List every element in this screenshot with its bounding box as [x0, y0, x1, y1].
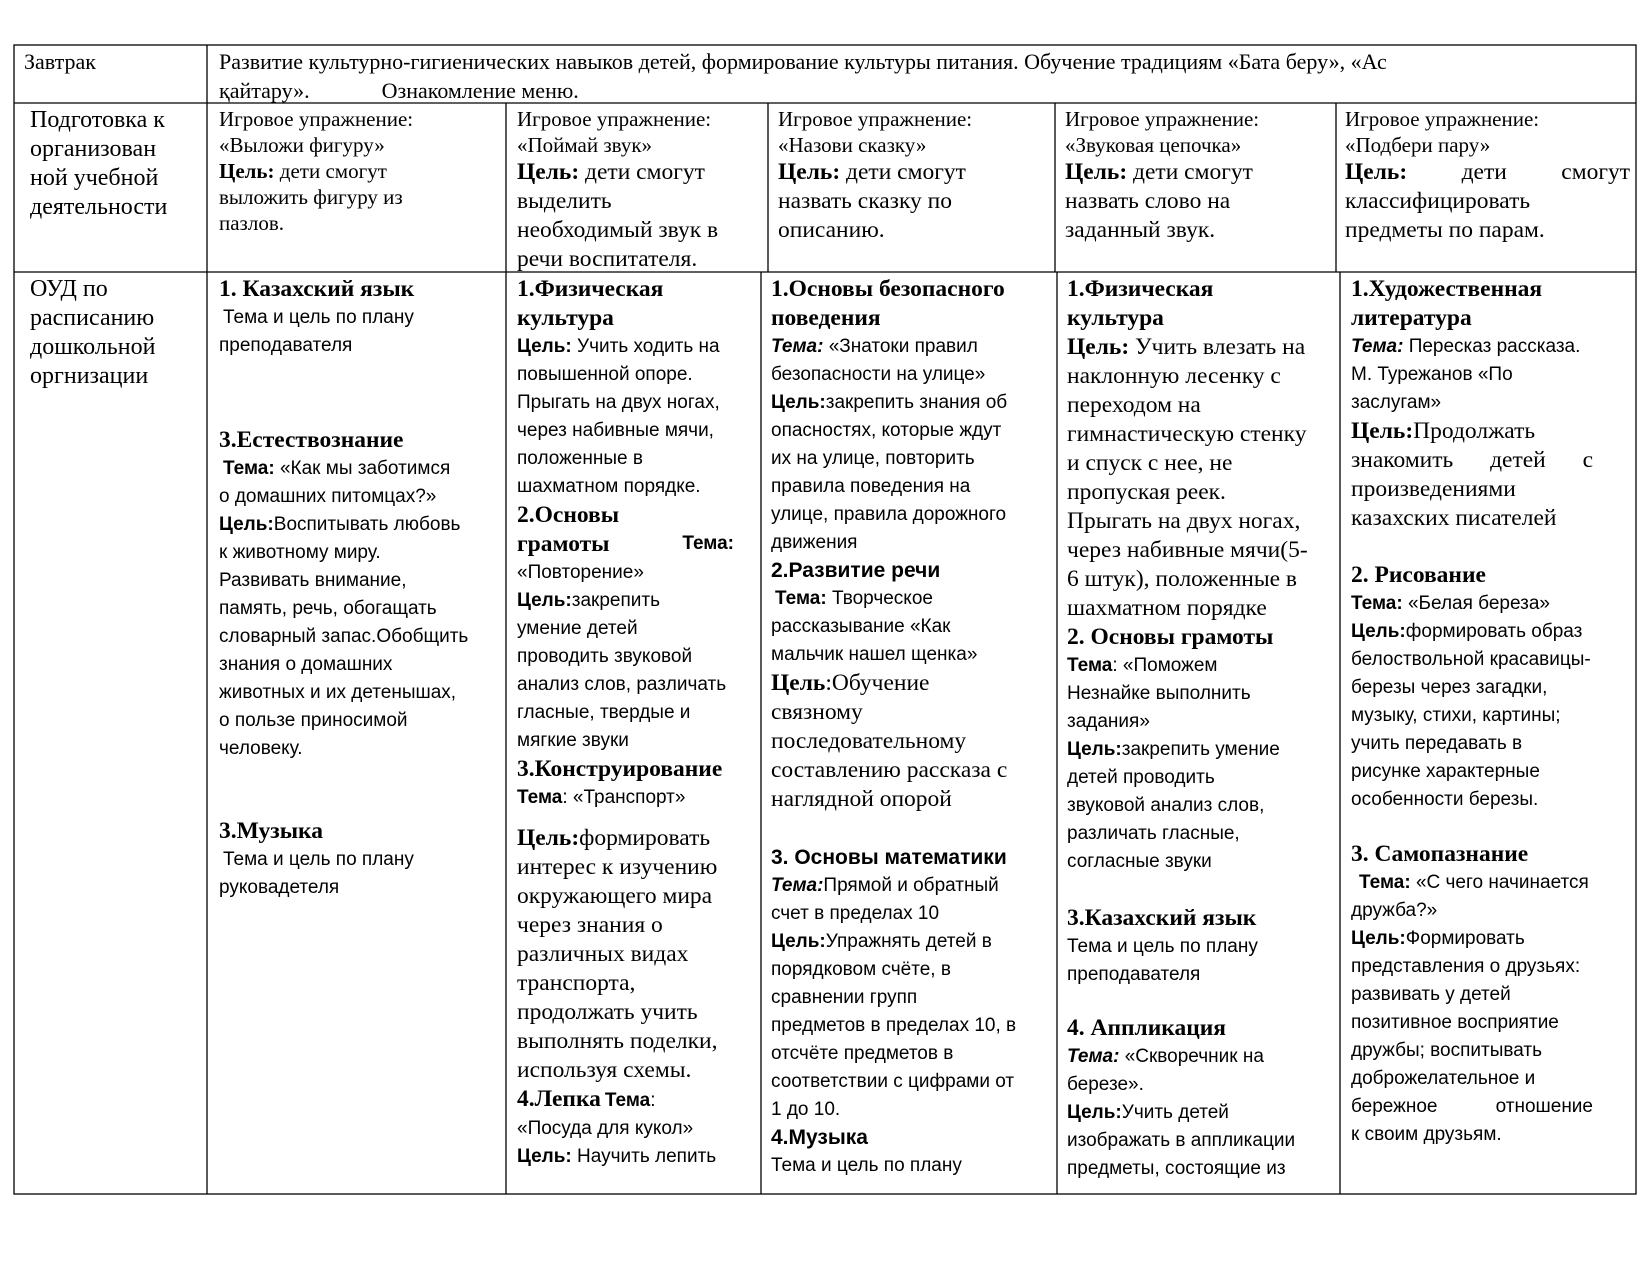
theme-text: заслугам»	[1351, 392, 1442, 413]
goal-text: используя схемы.	[517, 1057, 692, 1083]
breakfast-line: Развитие культурно-гигиенических навыков детей, формирование культуры питания. Обучение традициям «Бата беру», «Ас	[219, 49, 1387, 74]
goal-text: переходом на	[1067, 392, 1201, 418]
goal-label: Цель:	[517, 159, 580, 185]
goal-text: правила поведения на	[771, 476, 971, 497]
breakfast-line-a: қайтару».	[219, 78, 310, 103]
goal-text: анализ слов, различать	[517, 674, 727, 695]
subject-title: 1. Казахский язык	[219, 276, 415, 302]
goal-text: память, речь, обогащать	[219, 598, 437, 619]
breakfast-line	[219, 76, 1631, 105]
breakfast-line-b: Ознакомление меню.	[381, 78, 579, 103]
theme-text: «Белая береза»	[1407, 593, 1550, 614]
game-goal	[778, 158, 1052, 187]
subject-title: 4.Лепка	[517, 1086, 601, 1112]
goal-label: Цель:	[517, 590, 572, 611]
goal-text: опасностях, которые ждут	[771, 420, 1002, 441]
goal-text: шахматном порядке.	[517, 476, 701, 497]
row-label-line: дошкольной	[30, 334, 156, 360]
row-label-line: оргнизации	[30, 363, 149, 389]
goal-text: к своим друзьям.	[1351, 1124, 1502, 1145]
subject-title: 4. Аппликация	[1067, 1015, 1227, 1041]
goal-text: 6 штук), положенные в	[1067, 566, 1298, 592]
goal-text: формировать образ	[1405, 621, 1583, 642]
subject-title: 3. Основы математики	[771, 846, 1007, 869]
goal-text: согласные звуки	[1067, 851, 1212, 872]
subject-title-row	[517, 530, 760, 559]
goal-text: улице, правила дорожного	[771, 504, 1007, 525]
game-type: Игровое упражнение:	[219, 107, 414, 131]
goal-label: Цель:	[219, 514, 274, 535]
theme-text: Творческое	[831, 588, 933, 609]
row-label-line: деятельности	[30, 194, 168, 220]
goal-text: о пользе приносимой	[219, 710, 408, 731]
theme-label: Тема	[517, 787, 563, 808]
goal-text: пропуская реек.	[1067, 479, 1226, 505]
theme-label: Тема:	[1351, 336, 1404, 357]
subject-goal	[771, 669, 1055, 698]
goal-text: дети смогут	[585, 159, 705, 185]
theme-text: : «Транспорт»	[562, 787, 686, 808]
subject-theme	[1351, 590, 1593, 618]
goal-text: шахматном порядке	[1067, 595, 1267, 621]
goal-word: смогут	[1561, 159, 1630, 185]
goal-text: сравнении групп	[771, 987, 918, 1008]
goal-label: Цель	[771, 670, 826, 696]
goal-text: предметы, состоящие из	[1067, 1158, 1286, 1179]
subject-text: Тема и цель по плану	[1067, 936, 1258, 957]
goal-text: Воспитывать любовь	[273, 514, 461, 535]
subject-title: 3.Казахский язык	[1067, 905, 1257, 931]
goal-text: транспорта,	[517, 970, 636, 996]
goal-text: назвать слово на	[1065, 188, 1231, 214]
game-goal	[1345, 158, 1630, 187]
theme-label: Тема:	[223, 458, 275, 479]
goal-line-justified	[1351, 1093, 1593, 1121]
game-cell-2	[517, 106, 765, 274]
theme-text: березе».	[1067, 1074, 1144, 1095]
game-title: «Выложи фигуру»	[219, 133, 385, 157]
game-goal	[1065, 158, 1333, 187]
goal-text: описанию.	[778, 217, 885, 243]
goal-text: интерес к изучению	[517, 854, 718, 880]
subject-theme	[517, 784, 760, 812]
subject-text: преподавателя	[219, 335, 353, 356]
subject-title: 2. Рисование	[1351, 562, 1486, 588]
theme-text: задания»	[1067, 711, 1150, 732]
theme-text: рассказывание «Как	[771, 616, 951, 637]
theme-text: счет в пределах 10	[771, 903, 940, 924]
subject-title: 3.Естествознание	[219, 427, 404, 453]
theme-colon: :	[650, 1090, 656, 1111]
goal-label: Цель:	[771, 392, 826, 413]
subject-text: Тема и цель по плану	[223, 849, 414, 870]
row-breakfast-label	[24, 47, 204, 76]
goal-text: порядковом счёте, в	[771, 959, 951, 980]
subject-title: 2.Развитие речи	[771, 559, 941, 582]
theme-text: Пересказ рассказа.	[1408, 336, 1581, 357]
goal-text: предметов в пределах 10, в	[771, 1015, 1017, 1036]
game-title: «Подбери пару»	[1345, 133, 1491, 157]
goal-text: выложить фигуру из	[219, 185, 403, 209]
game-cell-3	[778, 106, 1052, 245]
goal-text: Развивать внимание,	[219, 570, 407, 591]
goal-label: Цель:	[771, 931, 826, 952]
goal-text: продолжать учить	[517, 999, 698, 1025]
goal-text: заданный звук.	[1065, 217, 1216, 243]
goal-word: бережное	[1351, 1096, 1438, 1117]
game-type: Игровое упражнение:	[517, 107, 712, 131]
subject-goal	[771, 389, 1055, 417]
subject-title: 3. Самопазнание	[1351, 841, 1529, 867]
goal-text: :Обучение	[825, 670, 930, 696]
row-label-text: Завтрак	[24, 49, 96, 74]
subject-goal	[1351, 618, 1593, 646]
subject-theme	[1351, 333, 1593, 361]
goal-text: умение детей	[517, 618, 638, 639]
goal-text: особенности березы.	[1351, 789, 1539, 810]
game-type: Игровое упражнение:	[1065, 107, 1260, 131]
goal-text: Учить ходить на	[577, 336, 720, 357]
goal-word: с	[1582, 447, 1593, 473]
row-label-line: ной учебной	[30, 165, 159, 191]
goal-label: Цель:	[1067, 334, 1130, 360]
goal-text: рисунке характерные	[1351, 761, 1540, 782]
goal-text: и спуск с нее, не	[1067, 450, 1233, 476]
theme-label: Тема	[604, 1090, 651, 1111]
row-schedule-label	[30, 275, 205, 391]
theme-text: «Как мы заботимся	[279, 458, 451, 479]
goal-label: Цель:	[778, 159, 841, 185]
goal-text: дружбы; воспитывать	[1351, 1040, 1543, 1061]
subject-goal	[1067, 736, 1337, 764]
subject-goal	[1351, 417, 1593, 446]
theme-text: мальчик нашел щенка»	[771, 644, 978, 665]
theme-text: М. Турежанов «По	[1351, 364, 1513, 385]
theme-label: Тема:	[1359, 872, 1411, 893]
goal-text: словарный запас.Обобщить	[219, 626, 469, 647]
goal-text: доброжелательное и	[1351, 1068, 1536, 1089]
goal-word: дети	[1461, 159, 1507, 185]
goal-word: детей	[1490, 447, 1546, 473]
goal-text: дети смогут	[846, 159, 966, 185]
goal-label: Цель:	[219, 159, 275, 183]
subject-goal	[1067, 333, 1337, 362]
schedule-cell-thu	[1067, 275, 1337, 1191]
subject-goal	[1351, 925, 1593, 953]
goal-text: Продолжать	[1413, 418, 1536, 444]
goal-text: Упражнять детей в	[825, 931, 992, 952]
goal-text: дети смогут	[1133, 159, 1253, 185]
goal-text: 1 до 10.	[771, 1099, 841, 1120]
goal-text: их на улице, повторить	[771, 448, 975, 469]
theme-text: дружба?»	[1351, 900, 1438, 921]
goal-text: животных и их детенышах,	[219, 682, 457, 703]
subject-text: Тема и цель по плану	[771, 1155, 962, 1176]
game-title: «Звуковая цепочка»	[1065, 133, 1242, 157]
theme-text: о домашних питомцах?»	[219, 486, 437, 507]
goal-label: Цель:	[517, 1146, 572, 1167]
row-label-line: организован	[30, 136, 157, 162]
goal-text: знания о домашних	[219, 654, 393, 675]
goal-text: Прыгать на двух ногах,	[1067, 508, 1301, 534]
subject-text: Тема и цель по плану	[223, 307, 414, 328]
subject-theme	[219, 455, 504, 483]
goal-text: белоствольной красавицы-	[1351, 649, 1591, 670]
row-label-line: ОУД по	[30, 276, 108, 302]
goal-text: выполнять поделки,	[517, 1028, 718, 1054]
goal-label: Цель:	[517, 825, 580, 851]
goal-text: составлению рассказа с	[771, 757, 1008, 783]
game-type: Игровое упражнение:	[1345, 107, 1540, 131]
goal-text: березы через загадки,	[1351, 677, 1548, 698]
subject-title: грамоты	[517, 531, 610, 557]
schedule-cell-fri	[1351, 275, 1593, 1191]
theme-label: Тема:	[682, 533, 734, 554]
subject-theme	[771, 585, 1055, 613]
subject-goal	[517, 587, 760, 615]
subject-theme	[1067, 1043, 1337, 1071]
schedule-cell-wed	[771, 275, 1055, 1191]
goal-text: закрепить	[571, 590, 660, 611]
goal-text: наклонную лесенку с	[1067, 363, 1281, 389]
row-preparation-label	[30, 106, 205, 222]
goal-text: звуковой анализ слов,	[1067, 795, 1265, 816]
theme-label: Тема:	[775, 588, 827, 609]
game-title: «Назови сказку»	[778, 133, 927, 157]
goal-text: казахских писателей	[1351, 505, 1557, 531]
goal-text: классифицировать	[1345, 188, 1531, 214]
subject-theme	[771, 333, 1055, 361]
goal-label: Цель:	[1067, 739, 1122, 760]
goal-text: различать гласные,	[1067, 823, 1240, 844]
subject-title: культура	[1067, 305, 1164, 331]
theme-label: Тема:	[1351, 593, 1403, 614]
goal-word: знакомить	[1351, 447, 1454, 473]
theme-text: безопасности на улице»	[771, 364, 986, 385]
subject-title: 1.Художественная	[1351, 276, 1543, 302]
schedule-cell-mon	[219, 275, 504, 1191]
goal-text: назвать сказку по	[778, 188, 953, 214]
goal-text: гласные, твердые и	[517, 702, 691, 723]
goal-label: Цель:	[1351, 418, 1414, 444]
subject-goal	[517, 1143, 760, 1171]
game-goal	[517, 158, 765, 187]
subject-title: литература	[1351, 305, 1472, 331]
subject-title: 2. Основы грамоты	[1067, 624, 1274, 650]
goal-text: соответствии с цифрами от	[771, 1071, 1015, 1092]
goal-text: движения	[771, 532, 858, 553]
goal-text: связному	[771, 699, 863, 725]
goal-text: Учить детей	[1121, 1102, 1229, 1123]
goal-text: мягкие звуки	[517, 730, 629, 751]
goal-text: человеку.	[219, 738, 303, 759]
theme-label: Тема:	[1067, 1046, 1120, 1067]
game-cell-5	[1345, 106, 1630, 245]
goal-word: отношение	[1495, 1096, 1593, 1117]
subject-title: 3.Конструирование	[517, 756, 723, 782]
subject-title: 2.Основы	[517, 502, 620, 528]
game-cell-1	[219, 106, 503, 236]
theme-text: Прямой и обратный	[823, 875, 999, 896]
goal-text: необходимый звук в	[517, 217, 719, 243]
row-label-line: Подготовка к	[30, 107, 165, 133]
subject-title: культура	[517, 305, 614, 331]
goal-text: Прыгать на двух ногах,	[517, 392, 720, 413]
game-cell-4	[1065, 106, 1333, 245]
subject-title: 1.Физическая	[1067, 276, 1214, 302]
goal-text: формировать	[579, 825, 711, 851]
subject-text: преподавателя	[1067, 964, 1201, 985]
goal-label: Цель:	[1345, 159, 1408, 185]
goal-text: отсчёте предметов в	[771, 1043, 954, 1064]
goal-text: через знания о	[517, 912, 663, 938]
goal-text: проводить звуковой	[517, 646, 693, 667]
goal-label: Цель:	[1351, 621, 1406, 642]
goal-text: речи воспитателя.	[517, 246, 698, 272]
row-breakfast-text	[219, 47, 1631, 105]
theme-label: Тема:	[771, 336, 824, 357]
goal-text: через набивные мячи,	[517, 420, 714, 441]
subject-goal	[1067, 1099, 1337, 1127]
goal-label: Цель:	[1067, 1102, 1122, 1123]
goal-text: позитивное восприятие	[1351, 1012, 1559, 1033]
game-goal	[219, 158, 503, 184]
subject-theme	[1351, 869, 1593, 897]
goal-label: Цель:	[1351, 928, 1406, 949]
goal-text: представления о друзьях:	[1351, 956, 1581, 977]
theme-text: Незнайке выполнить	[1067, 683, 1251, 704]
goal-text: наглядной опорой	[771, 786, 952, 812]
goal-text: произведениями	[1351, 476, 1516, 502]
goal-text: предметы по парам.	[1345, 217, 1545, 243]
goal-text: учить передавать в	[1351, 733, 1523, 754]
subject-title: поведения	[771, 305, 881, 331]
goal-text: Научить лепить	[577, 1146, 717, 1167]
goal-text: Учить влезать на	[1135, 334, 1306, 360]
goal-text: музыку, стихи, картины;	[1351, 705, 1561, 726]
theme-text: «Скворечник на	[1124, 1046, 1264, 1067]
goal-label: Цель:	[517, 336, 572, 357]
goal-text: закрепить знания об	[825, 392, 1008, 413]
subject-title: 1.Физическая	[517, 276, 664, 302]
goal-text: различных видах	[517, 941, 689, 967]
theme-text: «Знатоки правил	[828, 336, 978, 357]
goal-text: к животному миру.	[219, 542, 381, 563]
goal-text: гимнастическую стенку	[1067, 421, 1307, 447]
subject-title: 4.Музыка	[771, 1126, 868, 1149]
goal-text: через набивные мячи(5-	[1067, 537, 1308, 563]
subject-title: 3.Музыка	[219, 818, 323, 844]
theme-label: Тема:	[771, 875, 824, 896]
goal-text: изображать в аппликации	[1067, 1130, 1296, 1151]
theme-text: «Посуда для кукол»	[517, 1118, 694, 1139]
subject-goal	[771, 928, 1055, 956]
goal-text: развивать у детей	[1351, 984, 1511, 1005]
goal-line-justified	[1351, 446, 1593, 475]
goal-label: Цель:	[1065, 159, 1128, 185]
theme-text: : «Поможем	[1112, 655, 1218, 676]
schedule-cell-tue	[517, 275, 760, 1191]
goal-text: повышенной опоре.	[517, 364, 693, 385]
goal-text: Формировать	[1405, 928, 1525, 949]
game-title: «Поймай звук»	[517, 133, 653, 157]
goal-text: пазлов.	[219, 211, 284, 235]
goal-text: положенные в	[517, 448, 643, 469]
row-label-line: расписанию	[30, 305, 155, 331]
goal-text: дети смогут	[279, 159, 387, 183]
subject-theme	[771, 872, 1055, 900]
subject-text: руковадетеля	[219, 877, 340, 898]
theme-text: «Повторение»	[517, 562, 644, 583]
goal-text: выделить	[517, 188, 612, 214]
game-type: Игровое упражнение:	[778, 107, 973, 131]
subject-title: 1.Основы безопасного	[771, 276, 1005, 302]
theme-text: «С чего начинается	[1415, 872, 1589, 893]
subject-goal	[219, 511, 504, 539]
subject-theme	[1067, 652, 1337, 680]
subject-goal	[517, 333, 760, 361]
goal-text: закрепить умение	[1121, 739, 1280, 760]
subject-title-row	[517, 1085, 760, 1115]
goal-text: окружающего мира	[517, 883, 713, 909]
goal-text: детей проводить	[1067, 767, 1215, 788]
goal-text: последовательному	[771, 728, 967, 754]
theme-label: Тема	[1067, 655, 1113, 676]
subject-goal	[517, 824, 760, 853]
